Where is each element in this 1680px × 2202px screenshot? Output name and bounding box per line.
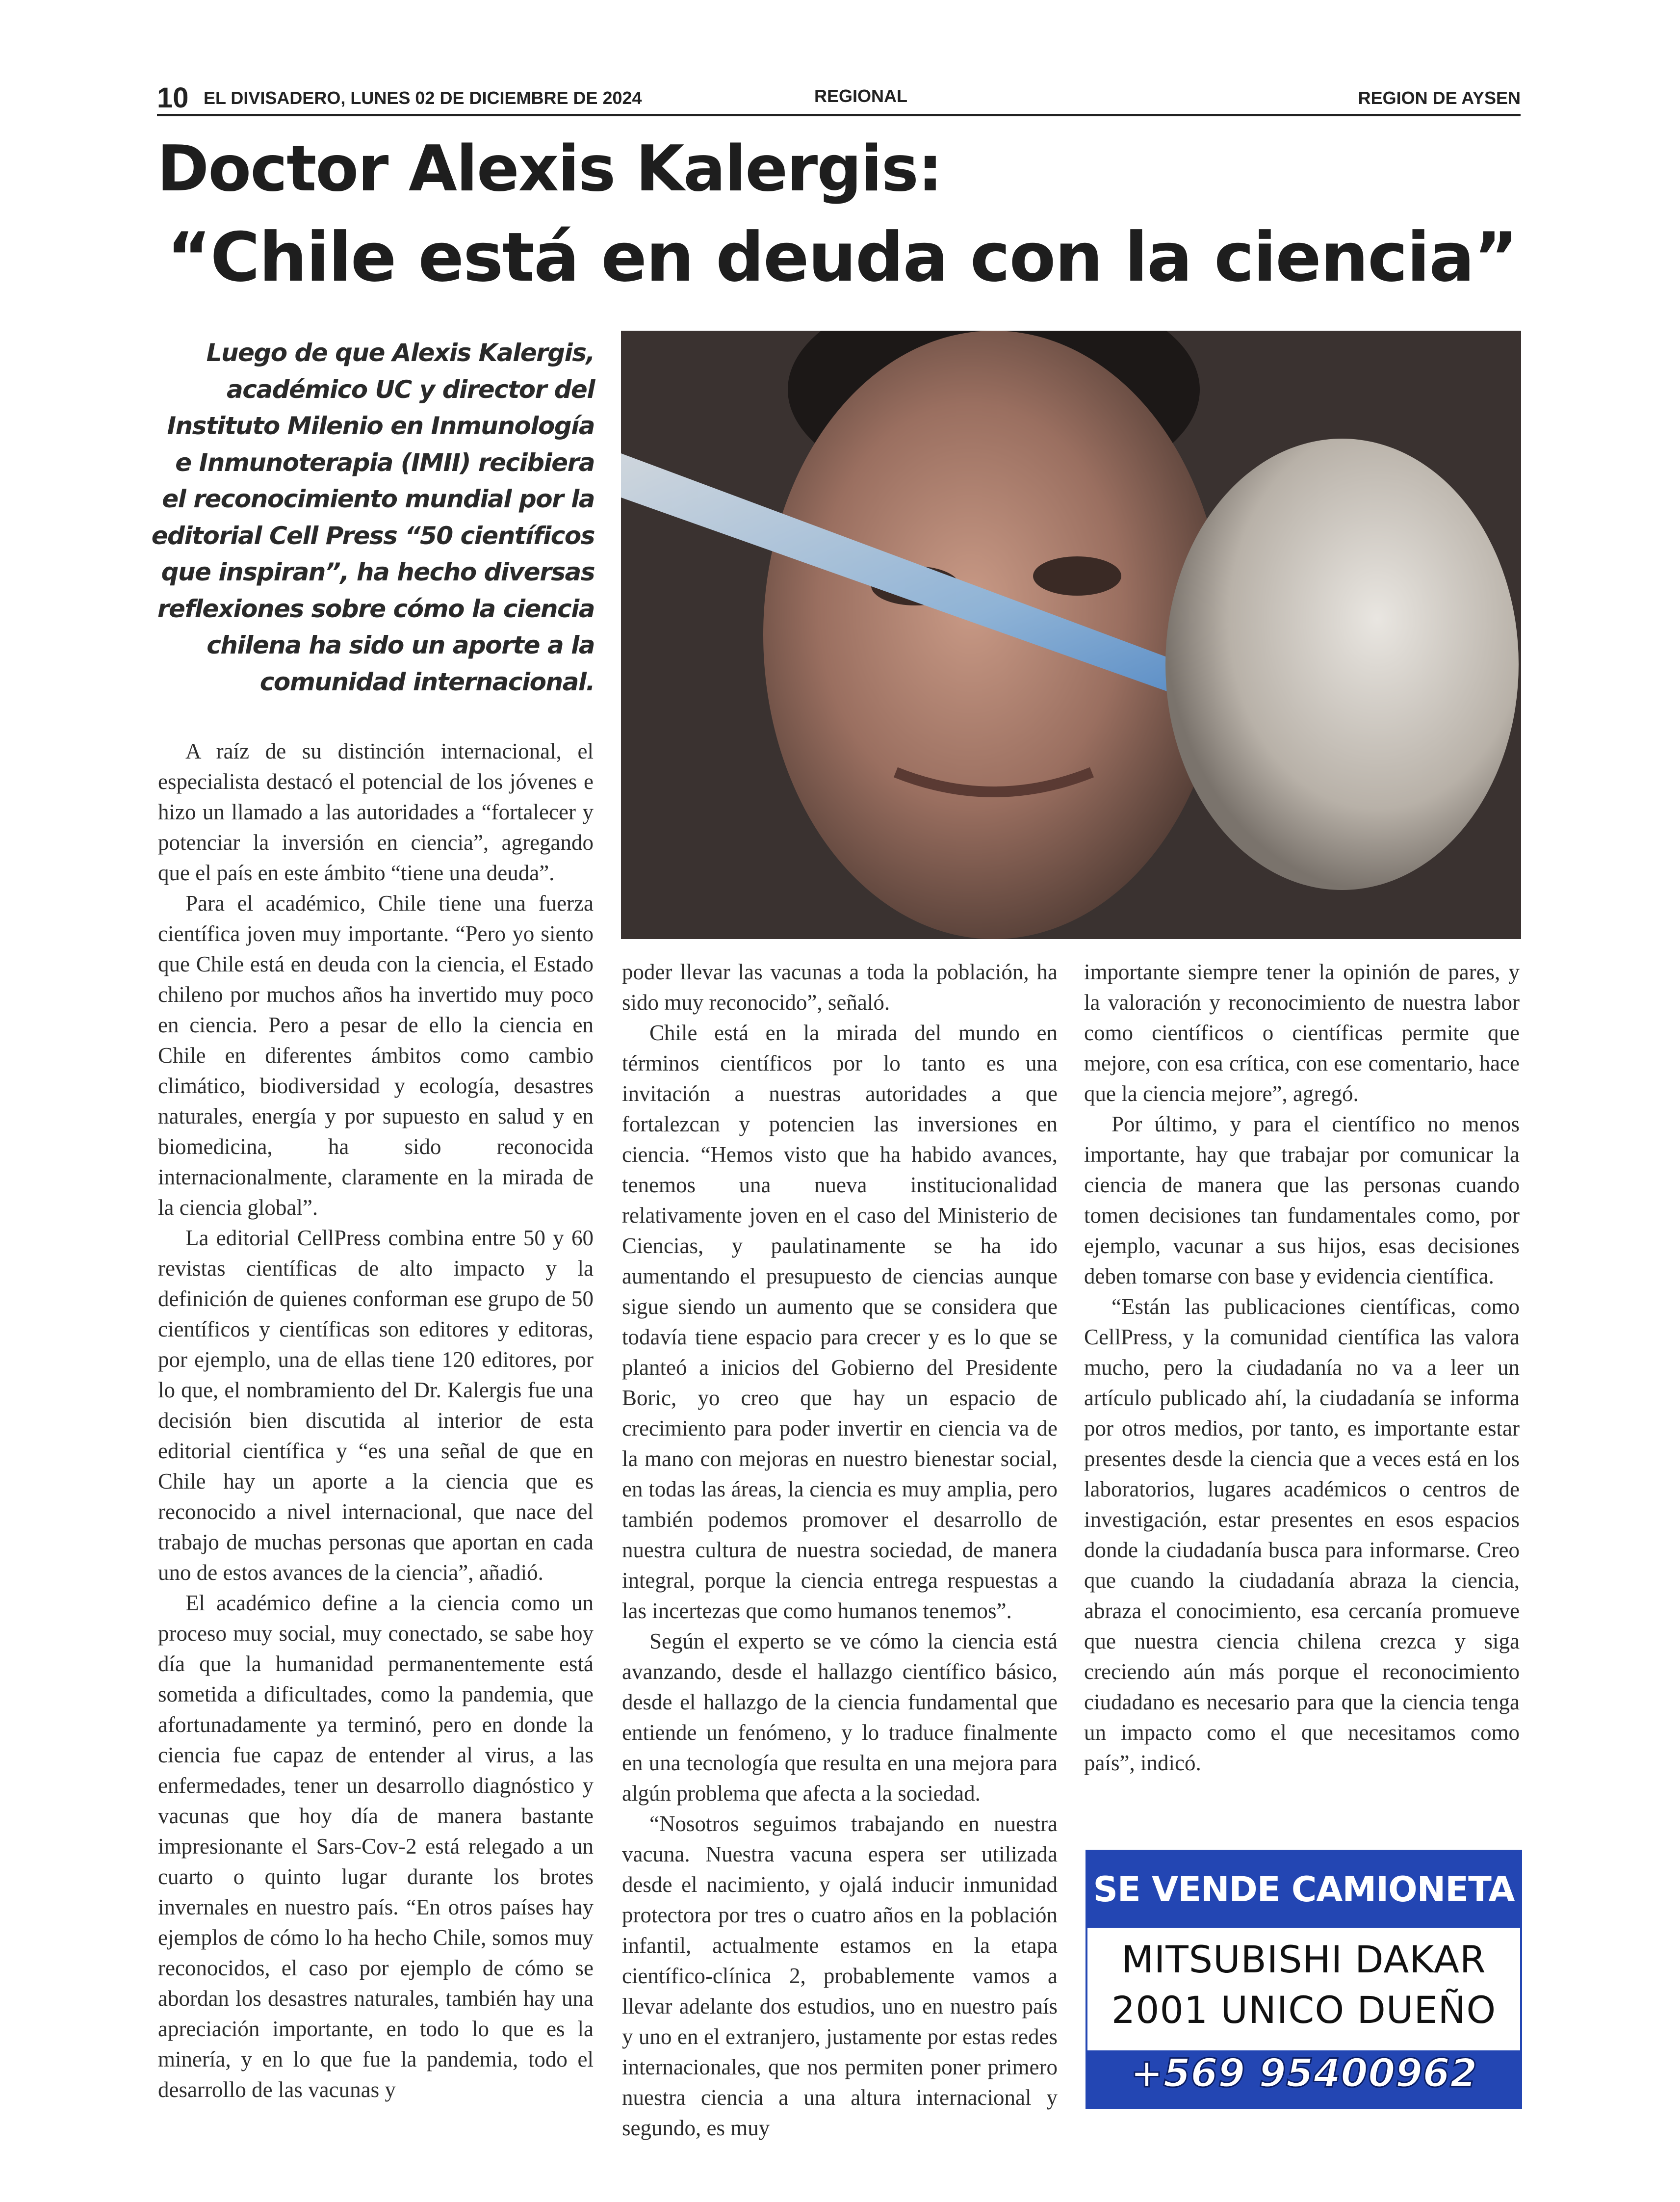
lead-line: chilena ha sido un aporte a la	[207, 631, 594, 659]
headline-line-1: Doctor Alexis Kalergis:	[157, 132, 942, 206]
ad-phone-number: +569 95400962	[1130, 2050, 1477, 2096]
paragraph: Chile está en la mirada del mundo en términos científicos por lo tanto es una invitación a nuestras autoridades a que fortalezcan y potencien las inversiones en ciencia. “Hemos visto que ha habido avances, tenemos una nueva institucionalidad relativamente joven en el caso del Ministerio de Ciencias, y paulatinamente se ha ido aumentando el presupuesto de ciencias aunque sigue siendo un aumento que se considera que todavía tiene espacio para crecer y es lo que se planteó a inicios del Gobierno del Presidente Boric, yo creo que hay un espacio de crecimiento para poder invertir en ciencia va de la mano con mejoras en nuestro bienestar social, en todas las áreas, la ciencia es muy amplia, pero también podemos promover el desarrollo de nuestra cultura de nuestra sociedad, de manera integral, porque la ciencia entrega respuestas a las incertezas que como humanos tenemos”.	[622, 1021, 1058, 1623]
lead-line: Instituto Milenio en Inmunología	[167, 412, 594, 440]
paragraph: importante siempre tener la opinión de pares, y la valoración y reconocimiento de nuestra labor como científicos o científicas permite que mejore, con esa crítica, con ese comentario, hace que la ciencia mejore”, agregó.	[1084, 960, 1520, 1106]
paragraph: poder llevar las vacunas a toda la población, ha sido muy reconocido”, señaló.	[622, 960, 1058, 1015]
lead-line: e Inmunoterapia (IMII) recibiera	[175, 448, 594, 477]
lead-line: comunidad internacional.	[259, 667, 594, 696]
lead-line: el reconocimiento mundial por la	[162, 485, 594, 513]
page-number: 10	[157, 82, 189, 114]
newspaper-dateline: EL DIVISADERO, LUNES 02 DE DICIEMBRE DE 2024	[204, 88, 642, 108]
paragraph: Por último, y para el científico no menos importante, hay que trabajar por comunicar la ciencia de manera que las personas cuando tomen decisiones tan fundamentales como, por ejemplo, vacunar a sus hijos, esas decisiones deben tomarse con base y evidencia científica.	[1084, 1112, 1520, 1288]
ad-vehicle-model: MITSUBISHI DAKAR	[1121, 1938, 1486, 1981]
classified-ad	[1086, 1850, 1522, 2109]
lead-line: reflexiones sobre cómo la ciencia	[157, 594, 594, 623]
article-photo	[621, 331, 1521, 939]
article-lead	[147, 335, 594, 700]
paragraph: El académico define a la ciencia como un proceso muy social, muy conectado, se sabe hoy día que la humanidad permanentemente está sometida a dificultades, como la pandemia, que afortunadamente ya terminó, pero en donde la ciencia fue capaz de entender al virus, a las enfermedades, tener un desarrollo diagnóstico y vacunas que hoy día de manera bastante impresionante el Sars-Cov-2 está relegado a un cuarto o quinto lugar durante los brotes invernales en nuestro país. “En otros países hay ejemplos de cómo lo ha hecho Chile, somos muy reconocidos, el caso por ejemplo de cómo se abordan los desastres naturales, también hay una apreciación importante, en todo lo que es la minería, y en lo que fue la pandemia, todo el desarrollo de las vacunas y	[158, 1591, 594, 2102]
paragraph: “Nosotros seguimos trabajando en nuestra vacuna. Nuestra vacuna espera ser utilizada desde el nacimiento, y ojalá inducir inmunidad protectora por tres o cuatro años en la población infantil, actualmente estamos en la etapa científico-clínica 2, probablemente vamos a llevar adelante dos estudios, uno en nuestro país y uno en el extranjero, justamente por estas redes internacionales, que nos permiten poner primero nuestra ciencia a una altura internacional y segundo, es muy	[622, 1811, 1058, 2140]
paragraph: Para el académico, Chile tiene una fuerza científica joven muy importante. “Pero yo siento que Chile está en deuda con la ciencia, el Estado chileno por muchos años ha invertido muy poco en ciencia. Pero a pesar de ello la ciencia en Chile en diferentes ámbitos como cambio climático, biodiversidad y ecología, desastres naturales, energía y por supuesto en salud y en biomedicina, ha sido reconocida internacionalmente, claramente en la mirada de la ciencia global”.	[158, 891, 594, 1220]
ad-title: SE VENDE CAMIONETA	[1087, 1852, 1520, 1928]
ad-vehicle-details: 2001 UNICO DUEÑO	[1111, 1988, 1497, 2032]
paragraph: A raíz de su distinción internacional, el especialista destacó el potencial de los jóvenes e hizo un llamado a las autoridades a “fortalecer y potenciar la inversión en ciencia”, agregando que el país en este ámbito “tiene una deuda”.	[158, 739, 594, 885]
lead-line: académico UC y director del	[227, 375, 594, 404]
paragraph: Según el experto se ve cómo la ciencia está avanzando, desde el hallazgo científico básico, desde el hallazgo de la ciencia fundamental que entiende un fenómeno, y lo traduce finalmente en una tecnología que resulta en una mejora para algún problema que afecta a la sociedad.	[622, 1629, 1058, 1806]
lead-line: Luego de que Alexis Kalergis,	[206, 339, 594, 367]
page-header	[157, 82, 1521, 116]
lead-line: editorial Cell Press “50 científicos	[151, 521, 594, 550]
headline-line-2: “Chile está en deuda con la ciencia”	[167, 218, 1518, 297]
lead-line: que inspiran”, ha hecho diversas	[161, 558, 594, 586]
article-column-1	[158, 736, 594, 2105]
article-column-3	[1084, 957, 1520, 1778]
article-column-2	[622, 957, 1058, 2143]
section-label: REGIONAL	[814, 86, 908, 106]
paragraph: La editorial CellPress combina entre 50 y 60 revistas científicas de alto impacto y la definición de quienes conforman ese grupo de 50 científicos y científicas son editores y editoras, por ejemplo, una de ellas tiene 120 editores, por lo que, el nombramiento del Dr. Kalergis fue una decisión bien discutida al interior de esta editorial científica y “es una señal de que en Chile hay un aporte a la ciencia que es reconocido a nivel internacional, que nace del trabajo de muchas personas que aportan en cada uno de estos avances de la ciencia”, añadió.	[158, 1226, 594, 1585]
region-label: REGION DE AYSEN	[1358, 88, 1521, 108]
portrait-illustration	[621, 331, 1521, 939]
paragraph: “Están las publicaciones científicas, como CellPress, y la comunidad científica las valora mucho, pero la ciudadanía no va a leer un artículo publicado ahí, la ciudadanía se informa por otros medios, por tanto, es importante estar presentes desde la ciencia que a veces está en los laboratorios, lugares académicos o centros de investigación, estar presentes en esos espacios donde la ciudadanía busca para informarse. Creo que cuando la ciudadanía abraza la ciencia, abraza el conocimiento, esa cercanía promueve que nuestra ciencia chilena crezca y siga creciendo aún más porque el reconocimiento ciudadano es necesario para que la ciencia tenga un impacto como el que necesitamos como país”, indicó.	[1084, 1294, 1520, 1775]
